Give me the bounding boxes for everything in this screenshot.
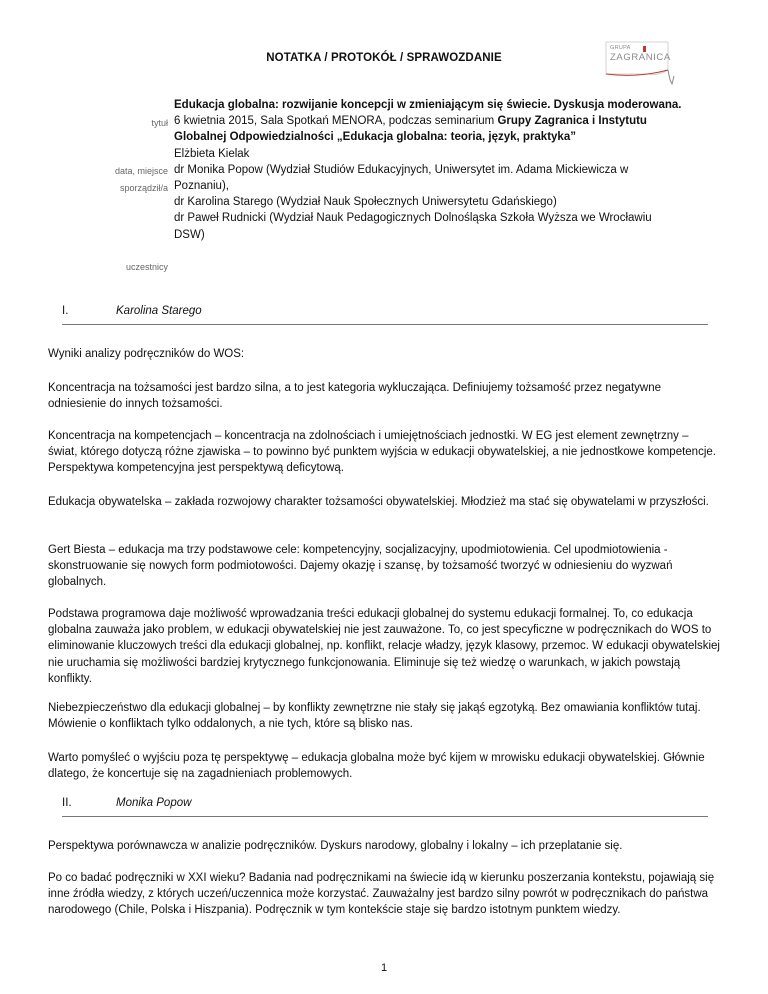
metadata-values — [174, 97, 684, 243]
paragraph: Wyniki analizy podręczników do WOS: — [48, 348, 245, 360]
paragraph: Podstawa programowa daje możliwość wprowadzania treści edukacji globalnej do systemu edukacji formalnej. To, co edukacja globalna zauważa jako problem, w edukacji obywatelskiej nie jest zauważone. To, co jest specyficzne w podręcznikach do WOS to eliminowanie kluczowych treści dla edukacji globalnej, np. konflikt, relacje władzy, język klasowy, przemoc. W edukacji obywatelskiej nie uruchamia się możliwości bardziej krytycznego funkcjonowania. Eliminuje się też wiedzę o warunkach, w jakich powstają konflikty. — [48, 608, 720, 685]
section-heading-2 — [62, 796, 708, 817]
paragraph: Koncentracja na kompetencjach – koncentracja na zdolnościach i umiejętnościach jednostki. W EG jest element zewnętrzny – świat, którego dotyczą różne zjawiska – to powinno być punktem wyjścia w edukacji obywatelskiej, a nie jednostkowe kompetencje. Perspektywa kompetencyjna jest perspektywą deficytową. — [48, 430, 716, 475]
paragraph: Koncentracja na tożsamości jest bardzo silna, a to jest kategoria wykluczająca. Definiujemy tożsamość przez negatywne odniesienie do innych tożsamości. — [48, 382, 661, 411]
paragraph: Warto pomyśleć o wyjściu poza tę perspektywę – edukacja globalna może być kijem w mrowisku edukacji obywatelskiej. Głównie dlatego, że koncertuje się na zagadnieniach problemowych. — [48, 752, 705, 781]
section-heading-1 — [62, 304, 708, 325]
label-title: tytuł — [151, 118, 168, 128]
participant-1: dr Monika Popow (Wydział Studiów Edukacyjnych, Uniwersytet im. Adama Mickiewicza w Poznaniu), — [174, 163, 629, 193]
paragraph: Perspektywa porównawcza w analizie podręczników. Dyskurs narodowy, globalny i lokalny – ich przeplatanie się. — [48, 840, 623, 852]
document-title: NOTATKA / PROTOKÓŁ / SPRAWOZDANIE — [266, 52, 502, 64]
section-name: Karolina Starego — [116, 305, 202, 317]
paragraph: Po co badać podręczniki w XXI wieku? Badania nad podręcznikami na świecie idą w kierunku poszerzania kontekstu, pojawiają się inne źródła wiedzy, z których uczeń/uczennica może korzystać. Zauważalny jest bardzo silny powrót w podręcznikach do państwa narodowego (Chile, Polska i Hiszpania). Podręcznik w tym kontekście staje się bardzo istotnym punktem wiedzy. — [48, 872, 715, 917]
label-date-place: data, miejsce — [114, 166, 168, 176]
logo-big-text: ZAGRANICA — [610, 52, 671, 63]
section-number: I. — [62, 305, 69, 317]
paragraph: Gert Biesta – edukacja ma trzy podstawowe cele: kompetencyjny, socjalizacyjny, upodmiotowienia. Cel upodmiotowienia - skonstruowanie się nowych form podmiotowości. Dajemy okazję i szansę, by tożsamość tworzyć w odniesieniu do wyzwań globalnych. — [48, 544, 673, 589]
participant-2: dr Karolina Starego (Wydział Nauk Społecznych Uniwersytetu Gdańskiego) — [174, 196, 557, 209]
section-number: II. — [62, 797, 72, 809]
meeting-title: Edukacja globalna: rozwijanie koncepcji w zmieniającym się świecie. Dyskusja moderowana. — [174, 99, 682, 111]
metadata-block — [40, 97, 680, 277]
meeting-author: Elżbieta Kielak — [174, 147, 250, 160]
label-participants: uczestnicy — [125, 262, 168, 272]
page-number: 1 — [380, 962, 388, 974]
label-author: sporządził/a — [119, 183, 168, 193]
paragraph: Niebezpieczeństwo dla edukacji globalnej – by konflikty zewnętrzne nie stały się jakąś egzotyką. Bez omawiania konfliktów tutaj. Mówienie o konfliktach tylko oddalonych, a nie tych, które są blisko nas. — [48, 702, 701, 731]
participant-3: dr Paweł Rudnicki (Wydział Nauk Pedagogicznych Dolnośląska Szkoła Wyższa we Wrocławiu DSW) — [174, 212, 652, 241]
paragraph: Edukacja obywatelska – zakłada rozwojowy charakter tożsamości obywatelskiej. Młodzież ma stać się obywatelami w przyszłości. — [48, 496, 709, 508]
logo-small-text: GRUPA — [610, 45, 631, 51]
meeting-date-place: 6 kwietnia 2015, Sala Spotkań MENORA, podczas seminarium Grupy Zagranica i Instytutu Globalnej Odpowiedzialności „Edukacja globalna: teoria, język, praktyka” — [174, 115, 647, 144]
section-name: Monika Popow — [116, 797, 192, 809]
grupa-zagranica-logo — [598, 36, 678, 106]
